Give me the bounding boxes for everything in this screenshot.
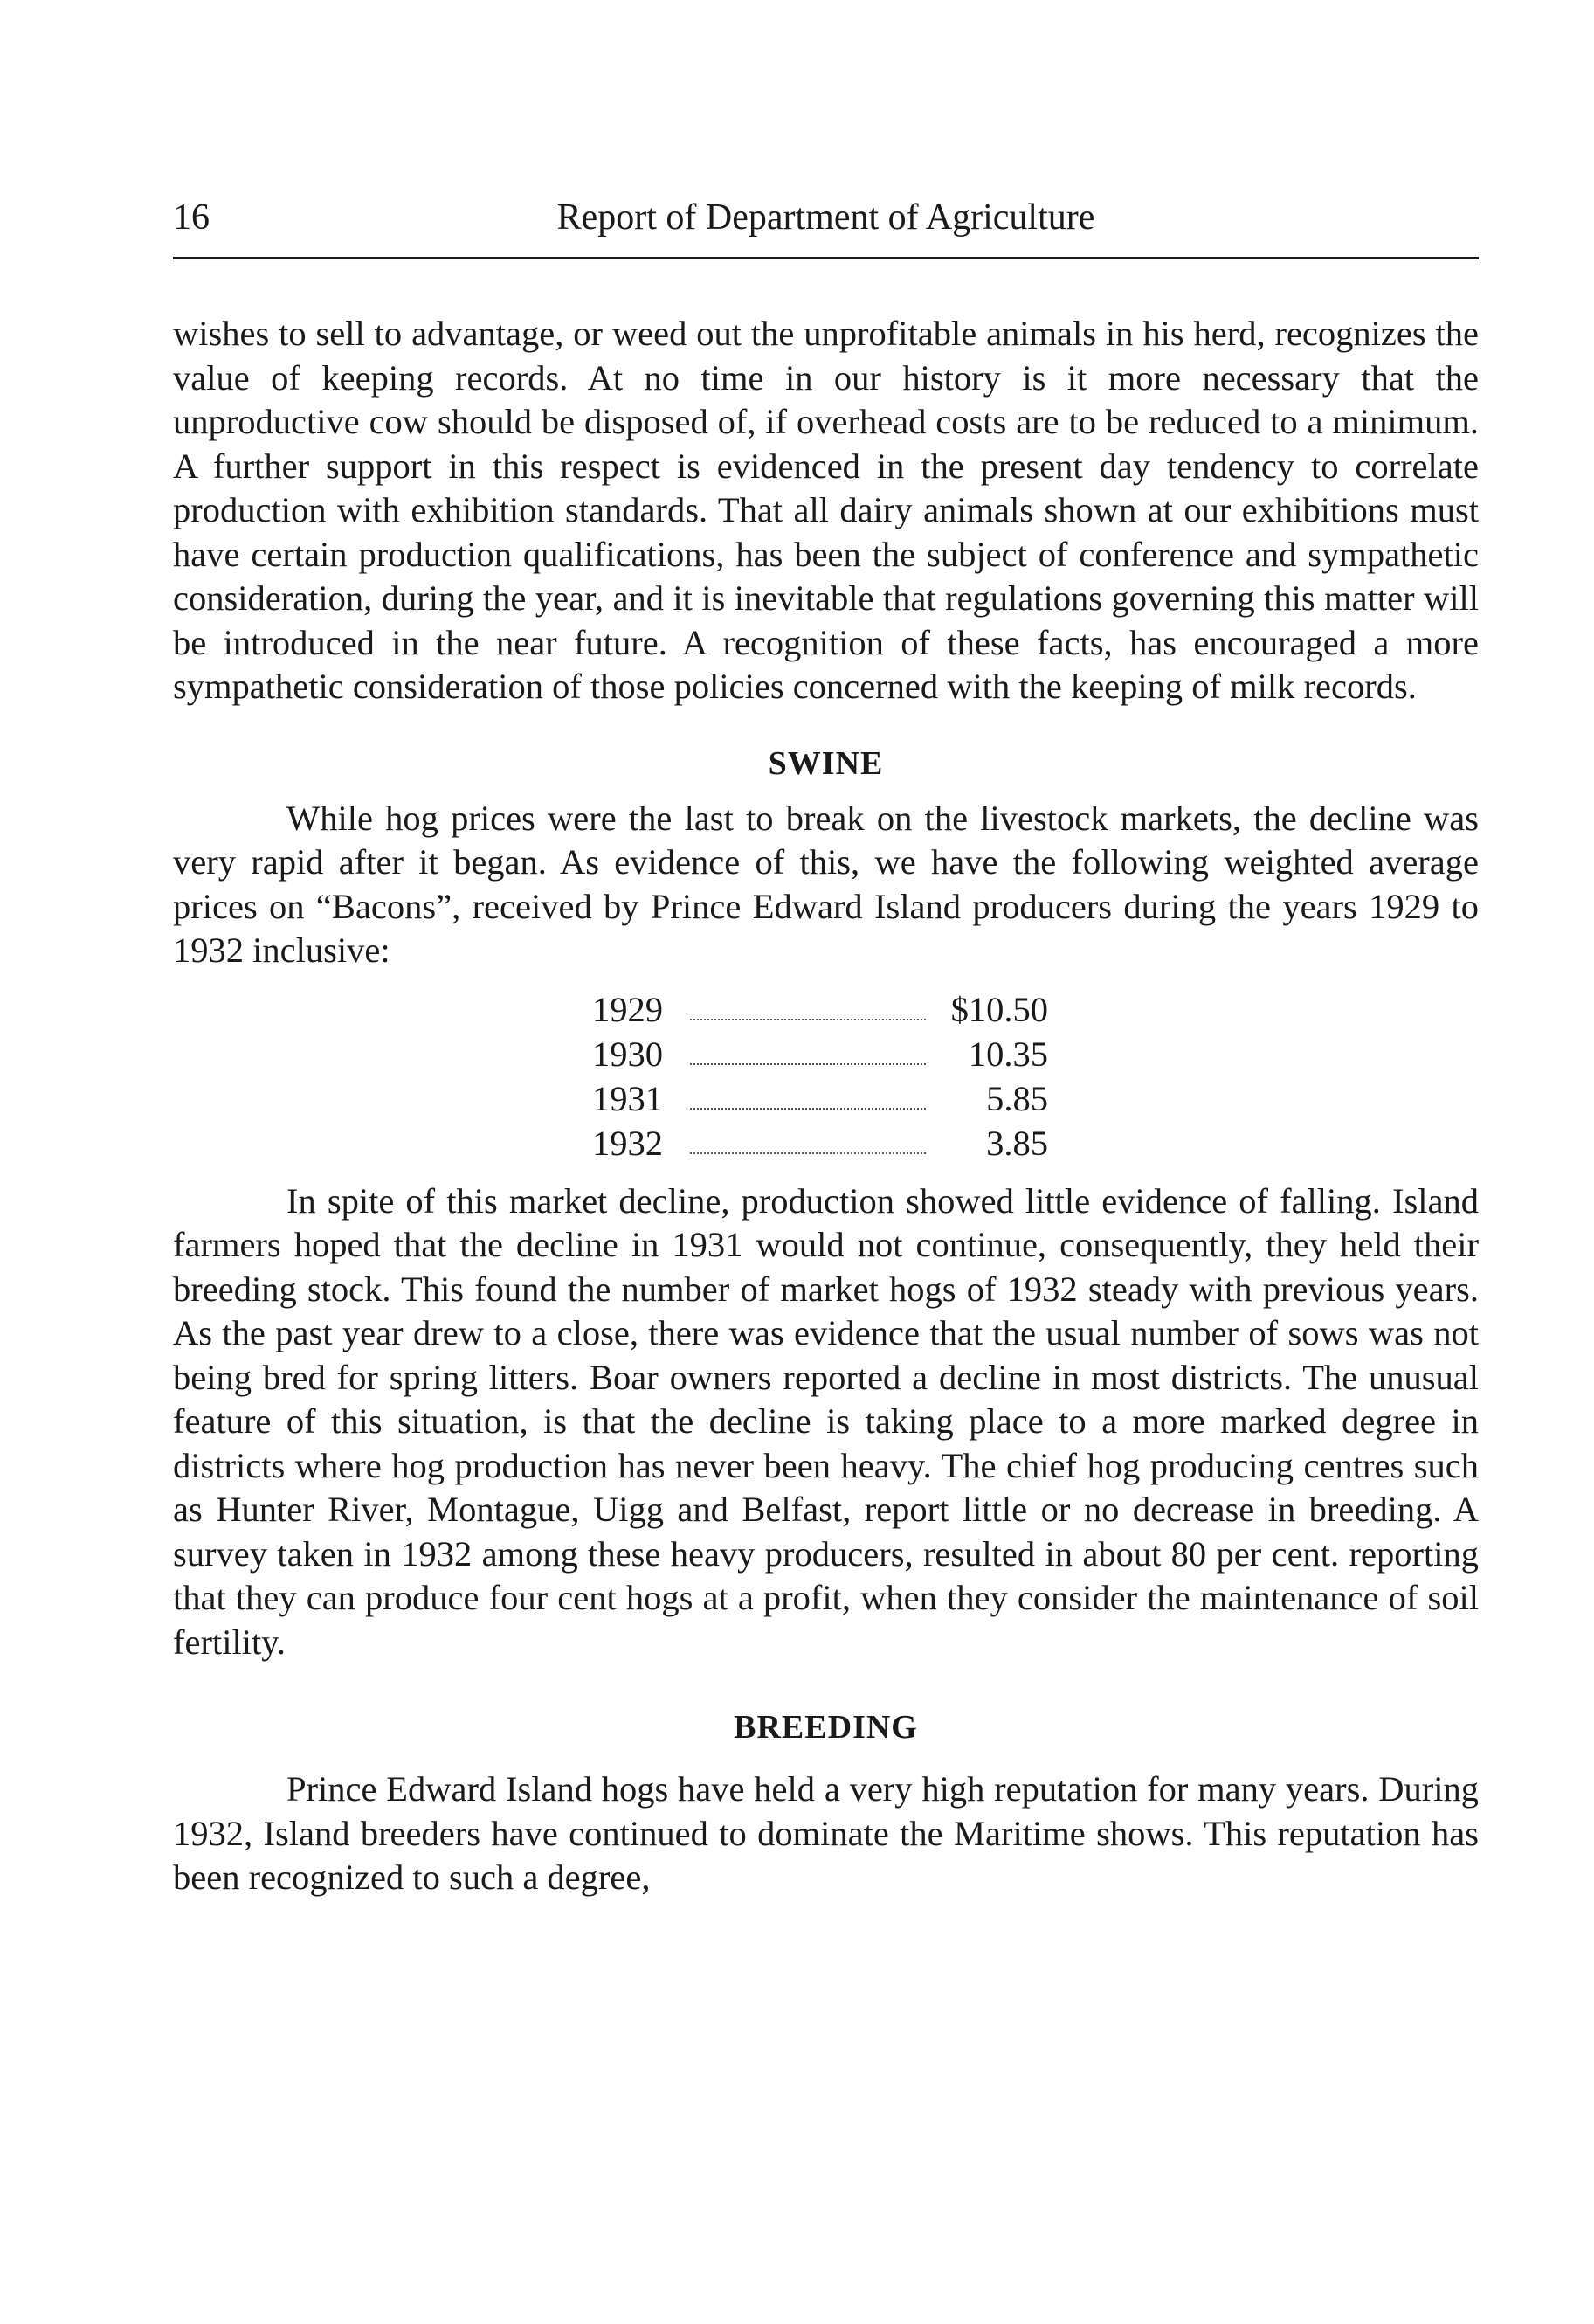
breeding-heading: BREEDING (734, 1709, 918, 1746)
page-number: 16 (173, 197, 210, 238)
price-year: 1931 (592, 1078, 663, 1118)
price-year: 1929 (592, 989, 663, 1029)
price-value: $10.50 (950, 989, 1048, 1029)
price-year: 1930 (592, 1034, 663, 1074)
dot-leader (690, 1152, 926, 1154)
page-content (173, 192, 1479, 1900)
header-rule (173, 257, 1479, 259)
price-row (592, 1076, 1479, 1121)
price-row (592, 987, 1479, 1032)
dot-leader (690, 1063, 926, 1065)
price-year: 1932 (592, 1123, 663, 1163)
price-row (592, 1032, 1479, 1076)
dot-leader (690, 1108, 926, 1110)
breeding-paragraph: Prince Edward Island hogs have held a very high reputation for many years. During 1932, Island breeders have continued to dominate the Maritime shows. This reputation has been recognized to such a degree, (173, 1769, 1479, 1897)
dot-leader (690, 1019, 926, 1020)
bacon-price-table (173, 987, 1479, 1165)
market-decline-paragraph: In spite of this market decline, production showed little evidence of falling. Island farmers hoped that the decline in 1931 would not continue, consequently, they held their breeding stock. This found the number of market hogs of 1932 steady with previous years. As the past year drew to a close, there was evidence that the usual number of sows was not being bred for spring litters. Boar owners reported a decline in most districts. The unusual feature of this situation, is that the decline is taking place to a more marked degree in districts where hog production has never been heavy. The chief hog producing centres such as Hunter River, Montague, Uigg and Belfast, report little or no decrease in breeding. A survey taken in 1932 among these heavy producers, resulted in about 80 per cent. reporting that they can produce four cent hogs at a profit, when they consider the maintenance of soil fertility. (173, 1180, 1479, 1662)
intro-paragraph: wishes to sell to advantage, or weed out the unprofitable animals in his herd, recognizes the value of keeping records. At no time in our history is it more necessary that the unproductive cow should be disposed of, if overhead costs are to be reduced to a minimum. A further support in this respect is evidenced in the present day tendency to correlate production with exhibition standards. That all dairy animals shown at our exhibitions must have certain production qualifications, has been the subject of conference and sympathetic consideration, during the year, and it is inevitable that regulations governing this matter will be introduced in the near future. A recognition of these facts, has encouraged a more sympathetic consideration of those policies concerned with the keeping of milk records. (173, 314, 1479, 706)
price-row (592, 1121, 1479, 1165)
price-value: 3.85 (986, 1123, 1048, 1163)
price-value: 10.35 (968, 1034, 1048, 1074)
running-header (173, 192, 1479, 243)
swine-paragraph: While hog prices were the last to break on the livestock markets, the decline was very rapid after it began. As evidence of this, we have the following weighted average prices on “Bacons”, received by Prince Edward Island producers during the years 1929 to 1932 inclusive: (173, 798, 1479, 970)
running-title: Report of Department of Agriculture (556, 197, 1095, 238)
swine-heading: SWINE (768, 744, 884, 782)
price-value: 5.85 (986, 1078, 1048, 1118)
